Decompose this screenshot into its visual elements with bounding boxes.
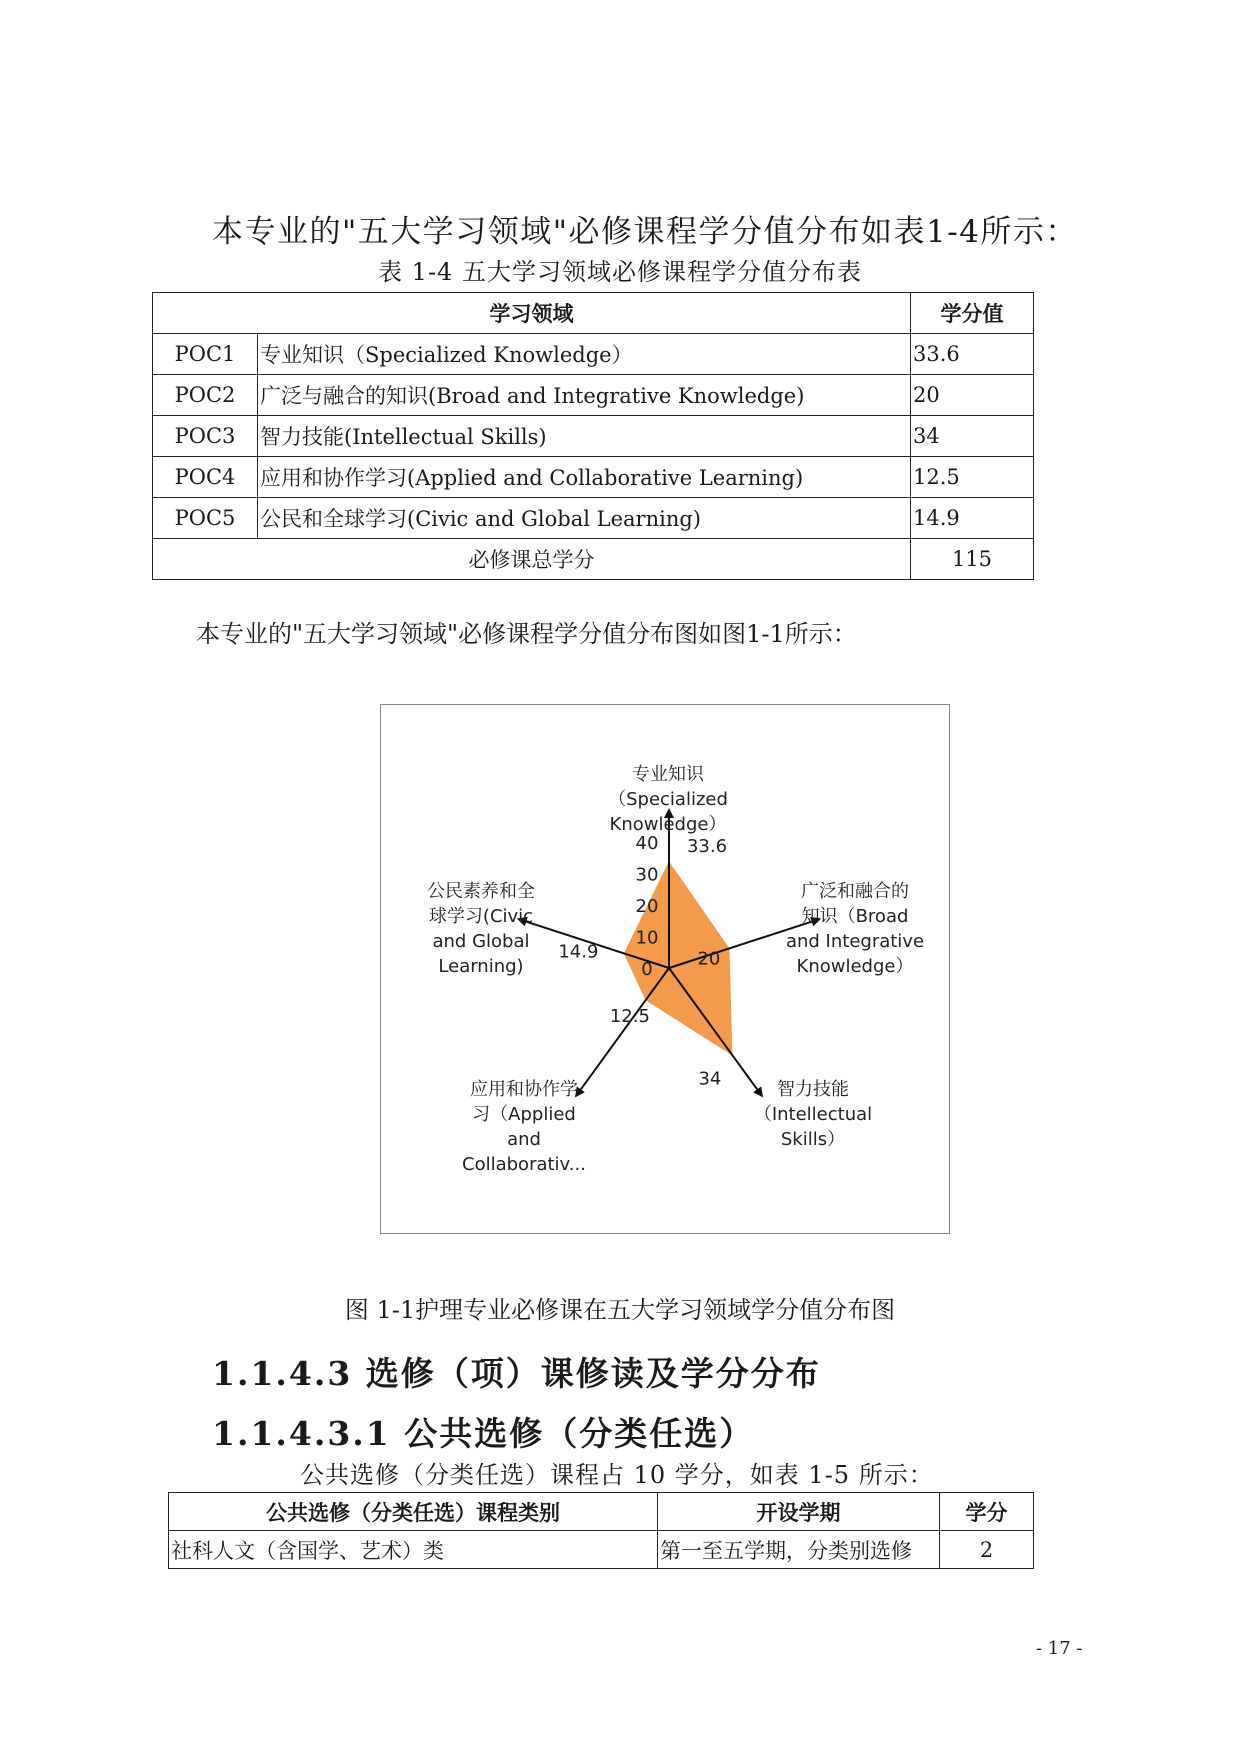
radar-chart	[381, 705, 948, 1232]
tick-label: 30	[635, 864, 659, 886]
axis-label: 知识（Broad	[801, 906, 909, 927]
axis-label: 广泛和融合的	[801, 881, 909, 902]
tick-label: 10	[635, 927, 659, 949]
row-code: POC4	[153, 457, 258, 498]
total-value: 115	[911, 539, 1034, 580]
axis-label: 智力技能	[777, 1079, 849, 1100]
header-category: 公共选修（分类任选）课程类别	[169, 1493, 658, 1531]
table-row	[169, 1531, 1034, 1569]
axis-label: （Intellectual	[753, 1104, 873, 1125]
axis-label: and Integrative	[785, 931, 925, 952]
table-row	[153, 375, 1034, 416]
table-header-row	[169, 1493, 1034, 1531]
header-credit: 学分值	[911, 293, 1034, 334]
row-name: 广泛与融合的知识(Broad and Integrative Knowledge)	[258, 375, 911, 416]
row-name: 应用和协作学习(Applied and Collaborative Learning)	[258, 457, 911, 498]
row-name: 专业知识（Specialized Knowledge）	[258, 334, 911, 375]
row-name: 公民和全球学习(Civic and Global Learning)	[258, 498, 911, 539]
axis-label: and Global	[432, 931, 530, 952]
row-credit: 20	[911, 375, 1034, 416]
axis-label: 应用和协作学	[470, 1079, 578, 1100]
data-label: 12.5	[609, 1005, 650, 1027]
data-label: 14.9	[558, 941, 599, 963]
axis-label: 专业知识	[632, 764, 704, 785]
table-intro-text: 本专业的"五大学习领域"必修课程学分值分布如表1-4所示：	[212, 214, 1078, 250]
table-row	[153, 416, 1034, 457]
axis-label: （Specialized	[608, 789, 728, 810]
axis-label: 习（Applied	[472, 1104, 576, 1125]
axis-label: and	[507, 1129, 541, 1150]
axis-label: Learning)	[438, 956, 524, 977]
chart-intro-text: 本专业的"五大学习领域"必修课程学分值分布图如图1-1所示：	[196, 620, 857, 648]
table-header-row	[153, 293, 1034, 334]
row-code: POC5	[153, 498, 258, 539]
radar-chart-frame	[380, 704, 950, 1234]
row-credit: 33.6	[911, 334, 1034, 375]
row-term: 第一至五学期，分类别选修	[658, 1531, 940, 1569]
data-label: 20	[697, 948, 721, 970]
row-name: 智力技能(Intellectual Skills)	[258, 416, 911, 457]
figure-caption: 图 1-1护理专业必修课在五大学习领域学分值分布图	[344, 1296, 896, 1324]
axis-label: Collaborativ...	[462, 1154, 586, 1175]
total-label: 必修课总学分	[153, 539, 911, 580]
row-code: POC2	[153, 375, 258, 416]
section-heading-1-1-4-3-1: 1.1.4.3.1 公共选修（分类任选）	[212, 1414, 755, 1453]
tick-label: 0	[641, 959, 653, 980]
table-1-4	[152, 292, 1034, 580]
data-label: 34	[698, 1068, 722, 1090]
row-credit: 14.9	[911, 498, 1034, 539]
header-credit: 学分	[940, 1493, 1034, 1531]
table-1-4-caption: 表 1-4 五大学习领域必修课程学分值分布表	[378, 258, 862, 286]
table-1-5-intro: 公共选修（分类任选）课程占 10 学分，如表 1-5 所示：	[300, 1461, 934, 1489]
header-term: 开设学期	[658, 1493, 940, 1531]
data-label: 33.6	[686, 836, 728, 858]
page-number: - 17 -	[1036, 1638, 1083, 1659]
row-credit: 34	[911, 416, 1034, 457]
axis-label: 公民素养和全	[427, 881, 535, 902]
axis-label: Knowledge）	[609, 814, 727, 835]
axis-label: Knowledge）	[796, 956, 914, 977]
tick-label: 20	[635, 896, 659, 917]
axis-label: Skills）	[780, 1129, 846, 1150]
section-heading-1-1-4-3: 1.1.4.3 选修（项）课修读及学分分布	[212, 1354, 821, 1393]
table-row	[153, 498, 1034, 539]
row-category: 社科人文（含国学、艺术）类	[169, 1531, 658, 1569]
row-credit: 2	[940, 1531, 1034, 1569]
row-code: POC3	[153, 416, 258, 457]
table-total-row	[153, 539, 1034, 580]
row-credit: 12.5	[911, 457, 1034, 498]
table-row	[153, 457, 1034, 498]
tick-label: 40	[635, 833, 659, 854]
axis-label: 球学习(Civic	[428, 906, 534, 927]
row-code: POC1	[153, 334, 258, 375]
table-1-5	[168, 1492, 1034, 1569]
axis-line	[576, 968, 669, 1096]
table-row	[153, 334, 1034, 375]
header-domain: 学习领域	[153, 293, 911, 334]
